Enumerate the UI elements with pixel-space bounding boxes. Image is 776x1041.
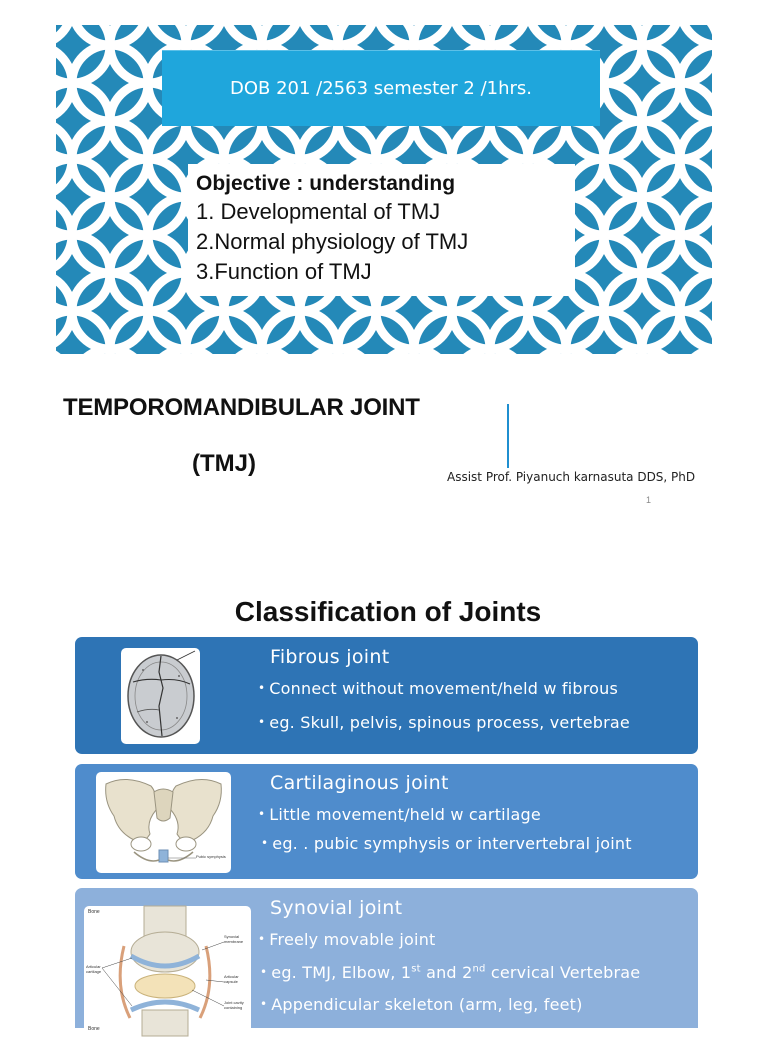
diagram-label: Synovial membrane bbox=[224, 934, 244, 944]
objective-box bbox=[188, 164, 575, 296]
objective-item: 2.Normal physiology of TMJ bbox=[196, 229, 469, 254]
bullet-text: and 2 bbox=[420, 963, 473, 982]
bullet-text: cervical Vertebrae bbox=[485, 963, 641, 982]
pelvis-illustration-icon bbox=[96, 772, 231, 873]
slide-title-abbreviation: (TMJ) bbox=[192, 450, 256, 477]
card-bullet: • Connect without movement/held w fibrous bbox=[258, 679, 618, 698]
card-bullet: • eg. Skull, pelvis, spinous process, vertebrae bbox=[258, 713, 630, 732]
fibrous-joint-card bbox=[75, 637, 698, 754]
card-heading: Fibrous joint bbox=[270, 646, 390, 668]
accent-divider bbox=[507, 404, 509, 468]
card-heading: Synovial joint bbox=[270, 897, 403, 919]
skull-illustration-icon bbox=[121, 648, 200, 744]
synovial-joint-diagram-icon bbox=[84, 906, 251, 1036]
card-bullet: • Freely movable joint bbox=[258, 930, 436, 949]
objective-item: 1. Developmental of TMJ bbox=[196, 199, 441, 224]
pubic-symphysis-label: Pubic symphysis bbox=[196, 854, 226, 859]
diagram-label: Articular cartilage bbox=[86, 964, 102, 974]
classification-title: Classification of Joints bbox=[234, 596, 542, 627]
card-bullet: • eg. . pubic symphysis or intervertebral joint bbox=[261, 834, 632, 853]
course-header-text: DOB 201 /2563 semester 2 /1hrs. bbox=[229, 78, 533, 99]
bullet-text: eg. TMJ, Elbow, 1 bbox=[271, 963, 412, 982]
superscript: st bbox=[411, 963, 421, 975]
diagram-label: Bone bbox=[88, 1026, 100, 1032]
superscript: nd bbox=[472, 963, 486, 975]
card-bullet: • Little movement/held w cartilage bbox=[258, 805, 541, 824]
title-slide bbox=[0, 0, 768, 520]
diagram-label: Joint cavity containing bbox=[224, 1000, 244, 1010]
slide-title: TEMPOROMANDIBULAR JOINT bbox=[63, 394, 420, 421]
author-credit: Assist Prof. Piyanuch karnasuta DDS, PhD bbox=[447, 470, 696, 484]
card-heading: Cartilaginous joint bbox=[270, 772, 449, 794]
page-number: 1 bbox=[646, 495, 652, 505]
diagram-label: Articular capsule bbox=[224, 974, 239, 984]
diagram-label: Bone bbox=[88, 909, 100, 915]
course-header-box bbox=[162, 50, 600, 126]
objective-item: 3.Function of TMJ bbox=[196, 259, 372, 284]
card-bullet-tmj bbox=[260, 963, 640, 982]
synovial-joint-card bbox=[75, 888, 698, 1032]
card-bullet: • Appendicular skeleton (arm, leg, feet) bbox=[260, 995, 583, 1014]
objective-title: Objective : understanding bbox=[196, 172, 456, 195]
cartilaginous-joint-card bbox=[75, 764, 698, 879]
